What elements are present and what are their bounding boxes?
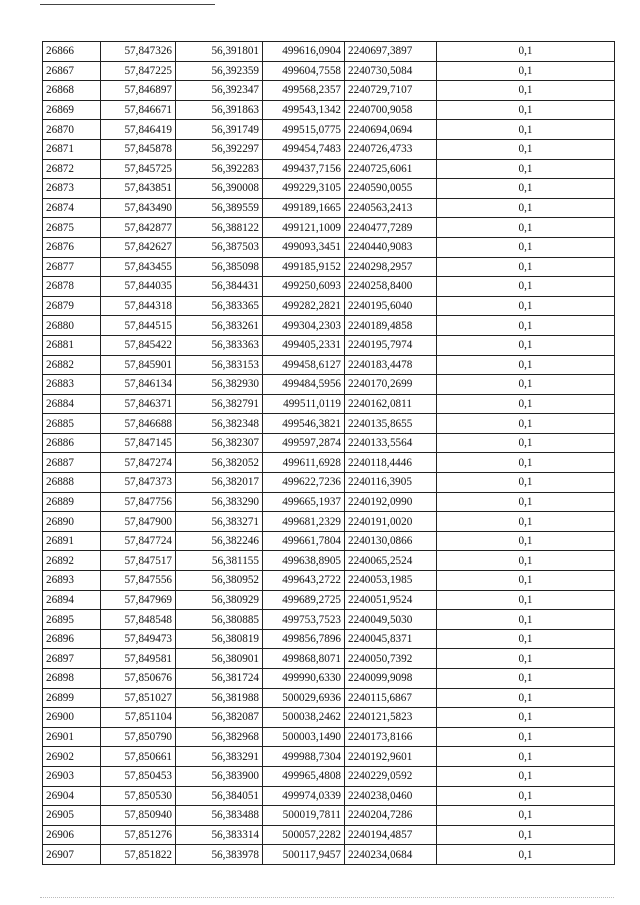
- y-coordinate-cell: 2240133,5564: [345, 433, 437, 453]
- latitude-cell: 57,844035: [101, 277, 176, 297]
- y-coordinate-cell: 2240050,7392: [345, 649, 437, 669]
- x-coordinate-cell: 499965,4808: [263, 766, 345, 786]
- point-number-cell: 26898: [43, 669, 101, 689]
- accuracy-cell: 0,1: [437, 61, 615, 81]
- latitude-cell: 57,850790: [101, 727, 176, 747]
- x-coordinate-cell: 499990,6330: [263, 669, 345, 689]
- y-coordinate-cell: 2240229,0592: [345, 766, 437, 786]
- longitude-cell: 56,381155: [176, 551, 263, 571]
- table-row: [43, 433, 615, 453]
- accuracy-cell: 0,1: [437, 198, 615, 218]
- y-coordinate-cell: 2240195,7974: [345, 335, 437, 355]
- accuracy-cell: 0,1: [437, 825, 615, 845]
- y-coordinate-cell: 2240051,9524: [345, 590, 437, 610]
- accuracy-cell: 0,1: [437, 747, 615, 767]
- x-coordinate-cell: 499189,1665: [263, 198, 345, 218]
- y-coordinate-cell: 2240173,8166: [345, 727, 437, 747]
- x-coordinate-cell: 499643,2722: [263, 571, 345, 591]
- y-coordinate-cell: 2240726,4733: [345, 139, 437, 159]
- longitude-cell: 56,383314: [176, 825, 263, 845]
- latitude-cell: 57,842877: [101, 218, 176, 238]
- y-coordinate-cell: 2240729,7107: [345, 81, 437, 101]
- latitude-cell: 57,850940: [101, 806, 176, 826]
- table-row: [43, 414, 615, 434]
- x-coordinate-cell: 499974,0339: [263, 786, 345, 806]
- accuracy-cell: 0,1: [437, 766, 615, 786]
- accuracy-cell: 0,1: [437, 159, 615, 179]
- table-row: [43, 669, 615, 689]
- point-number-cell: 26876: [43, 237, 101, 257]
- y-coordinate-cell: 2240700,9058: [345, 100, 437, 120]
- point-number-cell: 26905: [43, 806, 101, 826]
- table-row: [43, 473, 615, 493]
- point-number-cell: 26907: [43, 845, 101, 865]
- x-coordinate-cell: 499543,1342: [263, 100, 345, 120]
- latitude-cell: 57,847900: [101, 512, 176, 532]
- accuracy-cell: 0,1: [437, 120, 615, 140]
- longitude-cell: 56,380901: [176, 649, 263, 669]
- x-coordinate-cell: 499229,3105: [263, 179, 345, 199]
- longitude-cell: 56,392359: [176, 61, 263, 81]
- y-coordinate-cell: 2240045,8371: [345, 629, 437, 649]
- latitude-cell: 57,844515: [101, 316, 176, 336]
- longitude-cell: 56,383488: [176, 806, 263, 826]
- point-number-cell: 26867: [43, 61, 101, 81]
- y-coordinate-cell: 2240121,5823: [345, 708, 437, 728]
- x-coordinate-cell: 500117,9457: [263, 845, 345, 865]
- point-number-cell: 26868: [43, 81, 101, 101]
- table-row: [43, 571, 615, 591]
- longitude-cell: 56,382087: [176, 708, 263, 728]
- point-number-cell: 26882: [43, 355, 101, 375]
- latitude-cell: 57,847274: [101, 453, 176, 473]
- x-coordinate-cell: 500038,2462: [263, 708, 345, 728]
- y-coordinate-cell: 2240194,4857: [345, 825, 437, 845]
- latitude-cell: 57,847969: [101, 590, 176, 610]
- y-coordinate-cell: 2240563,2413: [345, 198, 437, 218]
- point-number-cell: 26886: [43, 433, 101, 453]
- accuracy-cell: 0,1: [437, 610, 615, 630]
- accuracy-cell: 0,1: [437, 453, 615, 473]
- table-row: [43, 766, 615, 786]
- accuracy-cell: 0,1: [437, 492, 615, 512]
- table-row: [43, 512, 615, 532]
- longitude-cell: 56,382246: [176, 531, 263, 551]
- point-number-cell: 26899: [43, 688, 101, 708]
- point-number-cell: 26870: [43, 120, 101, 140]
- accuracy-cell: 0,1: [437, 296, 615, 316]
- point-number-cell: 26872: [43, 159, 101, 179]
- latitude-cell: 57,850676: [101, 669, 176, 689]
- point-number-cell: 26874: [43, 198, 101, 218]
- longitude-cell: 56,384051: [176, 786, 263, 806]
- longitude-cell: 56,390008: [176, 179, 263, 199]
- x-coordinate-cell: 499282,2821: [263, 296, 345, 316]
- table-row: [43, 218, 615, 238]
- x-coordinate-cell: 499665,1937: [263, 492, 345, 512]
- point-number-cell: 26896: [43, 629, 101, 649]
- longitude-cell: 56,383261: [176, 316, 263, 336]
- longitude-cell: 56,382930: [176, 375, 263, 395]
- accuracy-cell: 0,1: [437, 257, 615, 277]
- accuracy-cell: 0,1: [437, 806, 615, 826]
- accuracy-cell: 0,1: [437, 531, 615, 551]
- point-number-cell: 26891: [43, 531, 101, 551]
- point-number-cell: 26880: [43, 316, 101, 336]
- table-row: [43, 198, 615, 218]
- point-number-cell: 26892: [43, 551, 101, 571]
- latitude-cell: 57,847724: [101, 531, 176, 551]
- longitude-cell: 56,388122: [176, 218, 263, 238]
- x-coordinate-cell: 499868,8071: [263, 649, 345, 669]
- y-coordinate-cell: 2240189,4858: [345, 316, 437, 336]
- y-coordinate-cell: 2240477,7289: [345, 218, 437, 238]
- point-number-cell: 26881: [43, 335, 101, 355]
- x-coordinate-cell: 500057,2282: [263, 825, 345, 845]
- y-coordinate-cell: 2240065,2524: [345, 551, 437, 571]
- accuracy-cell: 0,1: [437, 473, 615, 493]
- longitude-cell: 56,384431: [176, 277, 263, 297]
- point-number-cell: 26869: [43, 100, 101, 120]
- y-coordinate-cell: 2240590,0055: [345, 179, 437, 199]
- table-row: [43, 316, 615, 336]
- latitude-cell: 57,846897: [101, 81, 176, 101]
- accuracy-cell: 0,1: [437, 237, 615, 257]
- table-row: [43, 610, 615, 630]
- x-coordinate-cell: 499484,5956: [263, 375, 345, 395]
- longitude-cell: 56,392347: [176, 81, 263, 101]
- table-row: [43, 139, 615, 159]
- point-number-cell: 26875: [43, 218, 101, 238]
- point-number-cell: 26902: [43, 747, 101, 767]
- point-number-cell: 26904: [43, 786, 101, 806]
- y-coordinate-cell: 2240192,0990: [345, 492, 437, 512]
- longitude-cell: 56,383365: [176, 296, 263, 316]
- latitude-cell: 57,846134: [101, 375, 176, 395]
- x-coordinate-cell: 499093,3451: [263, 237, 345, 257]
- accuracy-cell: 0,1: [437, 335, 615, 355]
- accuracy-cell: 0,1: [437, 316, 615, 336]
- point-number-cell: 26871: [43, 139, 101, 159]
- y-coordinate-cell: 2240162,0811: [345, 394, 437, 414]
- y-coordinate-cell: 2240191,0020: [345, 512, 437, 532]
- y-coordinate-cell: 2240115,6867: [345, 688, 437, 708]
- latitude-cell: 57,846371: [101, 394, 176, 414]
- longitude-cell: 56,383363: [176, 335, 263, 355]
- table-row: [43, 649, 615, 669]
- longitude-cell: 56,382052: [176, 453, 263, 473]
- longitude-cell: 56,382348: [176, 414, 263, 434]
- table-row: [43, 825, 615, 845]
- longitude-cell: 56,383271: [176, 512, 263, 532]
- table-row: [43, 335, 615, 355]
- longitude-cell: 56,389559: [176, 198, 263, 218]
- x-coordinate-cell: 500019,7811: [263, 806, 345, 826]
- point-number-cell: 26866: [43, 42, 101, 62]
- latitude-cell: 57,845901: [101, 355, 176, 375]
- latitude-cell: 57,845422: [101, 335, 176, 355]
- accuracy-cell: 0,1: [437, 590, 615, 610]
- y-coordinate-cell: 2240130,0866: [345, 531, 437, 551]
- longitude-cell: 56,383290: [176, 492, 263, 512]
- y-coordinate-cell: 2240694,0694: [345, 120, 437, 140]
- latitude-cell: 57,843455: [101, 257, 176, 277]
- latitude-cell: 57,846688: [101, 414, 176, 434]
- accuracy-cell: 0,1: [437, 414, 615, 434]
- accuracy-cell: 0,1: [437, 629, 615, 649]
- longitude-cell: 56,383153: [176, 355, 263, 375]
- table-row: [43, 590, 615, 610]
- accuracy-cell: 0,1: [437, 81, 615, 101]
- table-row: [43, 277, 615, 297]
- accuracy-cell: 0,1: [437, 845, 615, 865]
- accuracy-cell: 0,1: [437, 218, 615, 238]
- longitude-cell: 56,392283: [176, 159, 263, 179]
- longitude-cell: 56,387503: [176, 237, 263, 257]
- accuracy-cell: 0,1: [437, 551, 615, 571]
- latitude-cell: 57,851104: [101, 708, 176, 728]
- x-coordinate-cell: 499304,2303: [263, 316, 345, 336]
- y-coordinate-cell: 2240118,4446: [345, 453, 437, 473]
- point-number-cell: 26901: [43, 727, 101, 747]
- latitude-cell: 57,851027: [101, 688, 176, 708]
- accuracy-cell: 0,1: [437, 512, 615, 532]
- latitude-cell: 57,847225: [101, 61, 176, 81]
- y-coordinate-cell: 2240697,3897: [345, 42, 437, 62]
- longitude-cell: 56,382791: [176, 394, 263, 414]
- x-coordinate-cell: 499437,7156: [263, 159, 345, 179]
- y-coordinate-cell: 2240234,0684: [345, 845, 437, 865]
- y-coordinate-cell: 2240730,5084: [345, 61, 437, 81]
- y-coordinate-cell: 2240116,3905: [345, 473, 437, 493]
- table-row: [43, 629, 615, 649]
- accuracy-cell: 0,1: [437, 433, 615, 453]
- longitude-cell: 56,391863: [176, 100, 263, 120]
- x-coordinate-cell: 499454,7483: [263, 139, 345, 159]
- y-coordinate-cell: 2240170,2699: [345, 375, 437, 395]
- y-coordinate-cell: 2240204,7286: [345, 806, 437, 826]
- latitude-cell: 57,850453: [101, 766, 176, 786]
- x-coordinate-cell: 499568,2357: [263, 81, 345, 101]
- y-coordinate-cell: 2240135,8655: [345, 414, 437, 434]
- table-row: [43, 845, 615, 865]
- y-coordinate-cell: 2240258,8400: [345, 277, 437, 297]
- y-coordinate-cell: 2240053,1985: [345, 571, 437, 591]
- latitude-cell: 57,847517: [101, 551, 176, 571]
- latitude-cell: 57,844318: [101, 296, 176, 316]
- x-coordinate-cell: 499689,2725: [263, 590, 345, 610]
- y-coordinate-cell: 2240099,9098: [345, 669, 437, 689]
- accuracy-cell: 0,1: [437, 394, 615, 414]
- longitude-cell: 56,385098: [176, 257, 263, 277]
- accuracy-cell: 0,1: [437, 355, 615, 375]
- footer-rule: [40, 897, 614, 898]
- x-coordinate-cell: 499511,0119: [263, 394, 345, 414]
- accuracy-cell: 0,1: [437, 375, 615, 395]
- longitude-cell: 56,381724: [176, 669, 263, 689]
- x-coordinate-cell: 499681,2329: [263, 512, 345, 532]
- latitude-cell: 57,845725: [101, 159, 176, 179]
- latitude-cell: 57,847145: [101, 433, 176, 453]
- accuracy-cell: 0,1: [437, 42, 615, 62]
- latitude-cell: 57,843851: [101, 179, 176, 199]
- point-number-cell: 26887: [43, 453, 101, 473]
- x-coordinate-cell: 499611,6928: [263, 453, 345, 473]
- accuracy-cell: 0,1: [437, 649, 615, 669]
- longitude-cell: 56,382307: [176, 433, 263, 453]
- point-number-cell: 26890: [43, 512, 101, 532]
- latitude-cell: 57,845878: [101, 139, 176, 159]
- x-coordinate-cell: 499250,6093: [263, 277, 345, 297]
- latitude-cell: 57,849473: [101, 629, 176, 649]
- table-row: [43, 179, 615, 199]
- point-number-cell: 26903: [43, 766, 101, 786]
- y-coordinate-cell: 2240238,0460: [345, 786, 437, 806]
- latitude-cell: 57,851822: [101, 845, 176, 865]
- table-row: [43, 492, 615, 512]
- table-row: [43, 727, 615, 747]
- x-coordinate-cell: 500029,6936: [263, 688, 345, 708]
- longitude-cell: 56,383900: [176, 766, 263, 786]
- longitude-cell: 56,381988: [176, 688, 263, 708]
- x-coordinate-cell: 499185,9152: [263, 257, 345, 277]
- y-coordinate-cell: 2240049,5030: [345, 610, 437, 630]
- accuracy-cell: 0,1: [437, 179, 615, 199]
- accuracy-cell: 0,1: [437, 669, 615, 689]
- latitude-cell: 57,848548: [101, 610, 176, 630]
- y-coordinate-cell: 2240195,6040: [345, 296, 437, 316]
- accuracy-cell: 0,1: [437, 571, 615, 591]
- x-coordinate-cell: 499121,1009: [263, 218, 345, 238]
- point-number-cell: 26877: [43, 257, 101, 277]
- x-coordinate-cell: 499638,8905: [263, 551, 345, 571]
- latitude-cell: 57,847556: [101, 571, 176, 591]
- latitude-cell: 57,846671: [101, 100, 176, 120]
- longitude-cell: 56,392297: [176, 139, 263, 159]
- point-number-cell: 26885: [43, 414, 101, 434]
- table-row: [43, 551, 615, 571]
- x-coordinate-cell: 499661,7804: [263, 531, 345, 551]
- accuracy-cell: 0,1: [437, 786, 615, 806]
- header-rule: [40, 4, 215, 5]
- table-row: [43, 296, 615, 316]
- x-coordinate-cell: 499622,7236: [263, 473, 345, 493]
- latitude-cell: 57,850661: [101, 747, 176, 767]
- x-coordinate-cell: 499546,3821: [263, 414, 345, 434]
- latitude-cell: 57,850530: [101, 786, 176, 806]
- point-number-cell: 26889: [43, 492, 101, 512]
- table-row: [43, 100, 615, 120]
- y-coordinate-cell: 2240440,9083: [345, 237, 437, 257]
- table-row: [43, 786, 615, 806]
- longitude-cell: 56,383978: [176, 845, 263, 865]
- table-row: [43, 394, 615, 414]
- point-number-cell: 26883: [43, 375, 101, 395]
- point-number-cell: 26895: [43, 610, 101, 630]
- x-coordinate-cell: 499616,0904: [263, 42, 345, 62]
- latitude-cell: 57,847756: [101, 492, 176, 512]
- y-coordinate-cell: 2240192,9601: [345, 747, 437, 767]
- longitude-cell: 56,380952: [176, 571, 263, 591]
- longitude-cell: 56,391801: [176, 42, 263, 62]
- x-coordinate-cell: 499515,0775: [263, 120, 345, 140]
- table-row: [43, 531, 615, 551]
- accuracy-cell: 0,1: [437, 688, 615, 708]
- y-coordinate-cell: 2240183,4478: [345, 355, 437, 375]
- table-row: [43, 237, 615, 257]
- longitude-cell: 56,380885: [176, 610, 263, 630]
- table-row: [43, 375, 615, 395]
- table-body: [43, 42, 615, 865]
- point-number-cell: 26897: [43, 649, 101, 669]
- latitude-cell: 57,843490: [101, 198, 176, 218]
- table-row: [43, 42, 615, 62]
- latitude-cell: 57,846419: [101, 120, 176, 140]
- table-row: [43, 355, 615, 375]
- longitude-cell: 56,380929: [176, 590, 263, 610]
- point-number-cell: 26900: [43, 708, 101, 728]
- table-row: [43, 688, 615, 708]
- y-coordinate-cell: 2240725,6061: [345, 159, 437, 179]
- longitude-cell: 56,382017: [176, 473, 263, 493]
- y-coordinate-cell: 2240298,2957: [345, 257, 437, 277]
- table-row: [43, 257, 615, 277]
- accuracy-cell: 0,1: [437, 100, 615, 120]
- longitude-cell: 56,391749: [176, 120, 263, 140]
- table-row: [43, 81, 615, 101]
- latitude-cell: 57,847326: [101, 42, 176, 62]
- x-coordinate-cell: 499604,7558: [263, 61, 345, 81]
- x-coordinate-cell: 499405,2331: [263, 335, 345, 355]
- table-row: [43, 61, 615, 81]
- point-number-cell: 26893: [43, 571, 101, 591]
- point-number-cell: 26873: [43, 179, 101, 199]
- point-number-cell: 26906: [43, 825, 101, 845]
- x-coordinate-cell: 499988,7304: [263, 747, 345, 767]
- table-row: [43, 708, 615, 728]
- table-row: [43, 747, 615, 767]
- point-number-cell: 26888: [43, 473, 101, 493]
- coordinates-table: [42, 41, 615, 865]
- x-coordinate-cell: 500003,1490: [263, 727, 345, 747]
- accuracy-cell: 0,1: [437, 727, 615, 747]
- table-row: [43, 806, 615, 826]
- accuracy-cell: 0,1: [437, 139, 615, 159]
- table-row: [43, 453, 615, 473]
- point-number-cell: 26879: [43, 296, 101, 316]
- longitude-cell: 56,382968: [176, 727, 263, 747]
- latitude-cell: 57,849581: [101, 649, 176, 669]
- latitude-cell: 57,851276: [101, 825, 176, 845]
- table-row: [43, 120, 615, 140]
- x-coordinate-cell: 499458,6127: [263, 355, 345, 375]
- longitude-cell: 56,380819: [176, 629, 263, 649]
- latitude-cell: 57,847373: [101, 473, 176, 493]
- accuracy-cell: 0,1: [437, 708, 615, 728]
- longitude-cell: 56,383291: [176, 747, 263, 767]
- point-number-cell: 26894: [43, 590, 101, 610]
- latitude-cell: 57,842627: [101, 237, 176, 257]
- x-coordinate-cell: 499753,7523: [263, 610, 345, 630]
- table-row: [43, 159, 615, 179]
- accuracy-cell: 0,1: [437, 277, 615, 297]
- x-coordinate-cell: 499597,2874: [263, 433, 345, 453]
- point-number-cell: 26884: [43, 394, 101, 414]
- point-number-cell: 26878: [43, 277, 101, 297]
- x-coordinate-cell: 499856,7896: [263, 629, 345, 649]
